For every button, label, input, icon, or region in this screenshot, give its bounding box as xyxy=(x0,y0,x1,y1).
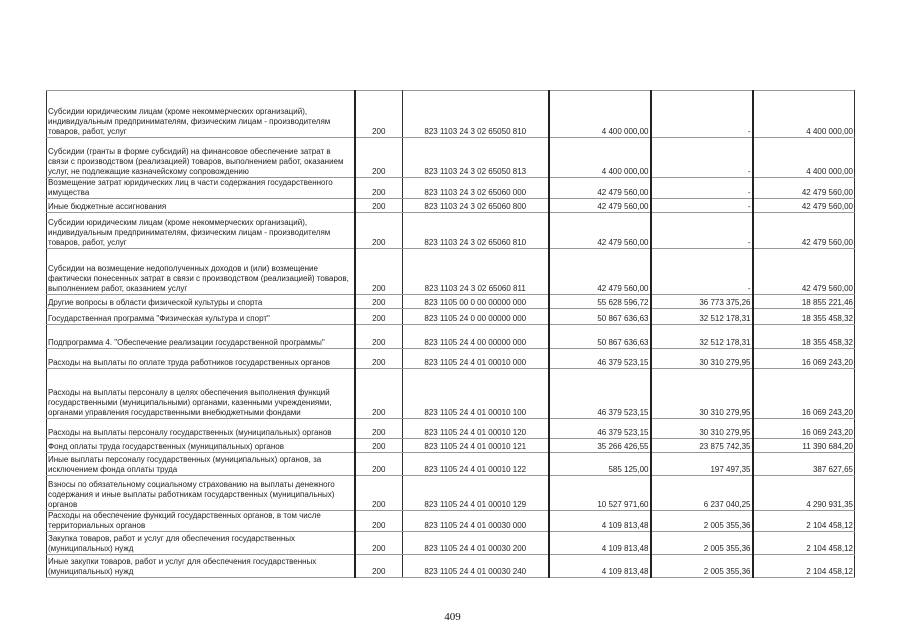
row-amount-approved: 42 479 560,00 xyxy=(549,178,651,199)
row-amount-approved: 585 125,00 xyxy=(549,453,651,476)
row-budget-code: 823 1103 24 3 02 65060 810 xyxy=(403,213,549,249)
row-name: Субсидии (гранты в форме субсидий) на финансовое обеспечение затрат в связи с производством (реализацией) товаров, выполнением работ, оказанием услуг, не подлежащие казначейскому сопровождению xyxy=(47,138,355,178)
table-row xyxy=(47,476,855,511)
row-amount-remaining: 4 400 000,00 xyxy=(753,91,855,138)
row-amount-approved: 50 867 636,63 xyxy=(549,325,651,349)
row-amount-executed: - xyxy=(651,249,753,295)
row-budget-code: 823 1105 24 0 00 00000 000 xyxy=(403,309,549,325)
row-amount-approved: 55 628 596,72 xyxy=(549,295,651,309)
row-name: Субсидии на возмещение недополученных доходов и (или) возмещение фактически понесенных затрат в связи с производством (реализацией) товаров, выполнением работ, оказанием услуг xyxy=(47,249,355,295)
row-name: Закупка товаров, работ и услуг для обеспечения государственных (муниципальных) нужд xyxy=(47,532,355,555)
row-line-code: 200 xyxy=(355,295,403,309)
table-row xyxy=(47,138,855,178)
budget-table xyxy=(46,90,855,578)
row-amount-executed: 6 237 040,25 xyxy=(651,476,753,511)
row-budget-code: 823 1103 24 3 02 65060 000 xyxy=(403,178,549,199)
row-line-code: 200 xyxy=(355,309,403,325)
row-budget-code: 823 1105 00 0 00 00000 000 xyxy=(403,295,549,309)
row-budget-code: 823 1105 24 4 00 00000 000 xyxy=(403,325,549,349)
row-budget-code: 823 1105 24 4 01 00010 000 xyxy=(403,349,549,369)
row-budget-code: 823 1105 24 4 01 00030 240 xyxy=(403,555,549,578)
row-name: Субсидии юридическим лицам (кроме некоммерческих организаций), индивидуальным предпринимателям, физическим лицам - производителям товаров, работ, услуг xyxy=(47,213,355,249)
table-row xyxy=(47,325,855,349)
row-budget-code: 823 1105 24 4 01 00030 000 xyxy=(403,511,549,532)
row-name: Расходы на выплаты персоналу в целях обеспечения выполнения функций государственными (муниципальными) органами, казенными учреждениями, органами управления государственными внебюджетными фондами xyxy=(47,369,355,419)
row-amount-approved: 4 400 000,00 xyxy=(549,91,651,138)
row-budget-code: 823 1105 24 4 01 00010 100 xyxy=(403,369,549,419)
row-amount-executed: 32 512 178,31 xyxy=(651,309,753,325)
row-line-code: 200 xyxy=(355,249,403,295)
row-amount-approved: 35 266 426,55 xyxy=(549,439,651,453)
row-amount-remaining: 42 479 560,00 xyxy=(753,199,855,213)
row-budget-code: 823 1105 24 4 01 00010 122 xyxy=(403,453,549,476)
row-line-code: 200 xyxy=(355,213,403,249)
row-line-code: 200 xyxy=(355,349,403,369)
row-line-code: 200 xyxy=(355,91,403,138)
row-name: Расходы на выплаты по оплате труда работников государственных органов xyxy=(47,349,355,369)
row-amount-remaining: 16 069 243,20 xyxy=(753,369,855,419)
row-name: Подпрограмма 4. "Обеспечение реализации государственной программы" xyxy=(47,325,355,349)
row-amount-executed: 23 875 742,35 xyxy=(651,439,753,453)
row-amount-executed: 32 512 178,31 xyxy=(651,325,753,349)
row-name: Фонд оплаты труда государственных (муниципальных) органов xyxy=(47,439,355,453)
row-amount-executed: - xyxy=(651,91,753,138)
row-amount-executed: 2 005 355,36 xyxy=(651,511,753,532)
row-amount-approved: 42 479 560,00 xyxy=(549,249,651,295)
row-amount-executed: - xyxy=(651,178,753,199)
row-amount-executed: - xyxy=(651,199,753,213)
row-amount-remaining: 42 479 560,00 xyxy=(753,249,855,295)
row-line-code: 200 xyxy=(355,178,403,199)
row-amount-remaining: 42 479 560,00 xyxy=(753,178,855,199)
row-budget-code: 823 1103 24 3 02 65060 811 xyxy=(403,249,549,295)
row-amount-approved: 46 379 523,15 xyxy=(549,369,651,419)
row-amount-executed: - xyxy=(651,213,753,249)
row-amount-approved: 42 479 560,00 xyxy=(549,199,651,213)
table-row xyxy=(47,419,855,439)
row-amount-remaining: 18 355 458,32 xyxy=(753,325,855,349)
row-budget-code: 823 1105 24 4 01 00010 121 xyxy=(403,439,549,453)
row-amount-executed: 30 310 279,95 xyxy=(651,349,753,369)
table-row xyxy=(47,91,855,138)
table-row xyxy=(47,511,855,532)
row-amount-approved: 46 379 523,15 xyxy=(549,419,651,439)
row-amount-approved: 10 527 971,60 xyxy=(549,476,651,511)
row-line-code: 200 xyxy=(355,138,403,178)
row-line-code: 200 xyxy=(355,511,403,532)
row-line-code: 200 xyxy=(355,439,403,453)
table-row xyxy=(47,249,855,295)
row-amount-remaining: 4 400 000,00 xyxy=(753,138,855,178)
row-budget-code: 823 1105 24 4 01 00030 200 xyxy=(403,532,549,555)
row-amount-executed: 30 310 279,95 xyxy=(651,419,753,439)
row-budget-code: 823 1103 24 3 02 65050 813 xyxy=(403,138,549,178)
row-amount-approved: 4 400 000,00 xyxy=(549,138,651,178)
row-amount-executed: - xyxy=(651,138,753,178)
row-amount-executed: 30 310 279,95 xyxy=(651,369,753,419)
row-amount-remaining: 11 390 684,20 xyxy=(753,439,855,453)
table-row xyxy=(47,369,855,419)
row-budget-code: 823 1105 24 4 01 00010 129 xyxy=(403,476,549,511)
row-name: Взносы по обязательному социальному страхованию на выплаты денежного содержания и иные выплаты работникам государственных (муниципальных) органов xyxy=(47,476,355,511)
table-row xyxy=(47,178,855,199)
row-line-code: 200 xyxy=(355,532,403,555)
row-name: Субсидии юридическим лицам (кроме некоммерческих организаций), индивидуальным предпринимателям, физическим лицам - производителям товаров, работ, услуг xyxy=(47,91,355,138)
row-amount-remaining: 18 855 221,46 xyxy=(753,295,855,309)
row-amount-remaining: 2 104 458,12 xyxy=(753,532,855,555)
page-number: 409 xyxy=(444,611,461,623)
row-name: Государственная программа "Физическая культура и спорт" xyxy=(47,309,355,325)
row-line-code: 200 xyxy=(355,453,403,476)
row-line-code: 200 xyxy=(355,419,403,439)
row-name: Иные бюджетные ассигнования xyxy=(47,199,355,213)
row-amount-remaining: 18 355 458,32 xyxy=(753,309,855,325)
row-name: Другие вопросы в области физической культуры и спорта xyxy=(47,295,355,309)
row-amount-approved: 46 379 523,15 xyxy=(549,349,651,369)
table-row xyxy=(47,555,855,578)
table-row xyxy=(47,439,855,453)
row-amount-remaining: 2 104 458,12 xyxy=(753,511,855,532)
row-amount-remaining: 4 290 931,35 xyxy=(753,476,855,511)
row-line-code: 200 xyxy=(355,369,403,419)
row-amount-remaining: 16 069 243,20 xyxy=(753,419,855,439)
row-amount-executed: 2 005 355,36 xyxy=(651,532,753,555)
row-name: Расходы на обеспечение функций государственных органов, в том числе территориальных органов xyxy=(47,511,355,532)
row-name: Возмещение затрат юридических лиц в части содержания государственного имущества xyxy=(47,178,355,199)
row-name: Расходы на выплаты персоналу государственных (муниципальных) органов xyxy=(47,419,355,439)
row-amount-approved: 4 109 813,48 xyxy=(549,511,651,532)
row-line-code: 200 xyxy=(355,555,403,578)
row-amount-executed: 36 773 375,26 xyxy=(651,295,753,309)
row-amount-remaining: 42 479 560,00 xyxy=(753,213,855,249)
row-amount-remaining: 387 627,65 xyxy=(753,453,855,476)
table-row xyxy=(47,295,855,309)
row-amount-executed: 197 497,35 xyxy=(651,453,753,476)
row-amount-approved: 42 479 560,00 xyxy=(549,213,651,249)
row-amount-executed: 2 005 355,36 xyxy=(651,555,753,578)
table-row xyxy=(47,309,855,325)
row-amount-approved: 4 109 813,48 xyxy=(549,555,651,578)
row-line-code: 200 xyxy=(355,325,403,349)
row-name: Иные выплаты персоналу государственных (муниципальных) органов, за исключением фонда оплаты труда xyxy=(47,453,355,476)
budget-table-body xyxy=(47,91,855,578)
row-amount-approved: 50 867 636,63 xyxy=(549,309,651,325)
table-row xyxy=(47,199,855,213)
row-budget-code: 823 1105 24 4 01 00010 120 xyxy=(403,419,549,439)
row-amount-remaining: 16 069 243,20 xyxy=(753,349,855,369)
row-name: Иные закупки товаров, работ и услуг для обеспечения государственных (муниципальных) нужд xyxy=(47,555,355,578)
table-row xyxy=(47,349,855,369)
row-line-code: 200 xyxy=(355,199,403,213)
row-budget-code: 823 1103 24 3 02 65050 810 xyxy=(403,91,549,138)
table-row xyxy=(47,532,855,555)
table-row xyxy=(47,213,855,249)
row-amount-approved: 4 109 813,48 xyxy=(549,532,651,555)
row-line-code: 200 xyxy=(355,476,403,511)
table-row xyxy=(47,453,855,476)
row-amount-remaining: 2 104 458,12 xyxy=(753,555,855,578)
row-budget-code: 823 1103 24 3 02 65060 800 xyxy=(403,199,549,213)
